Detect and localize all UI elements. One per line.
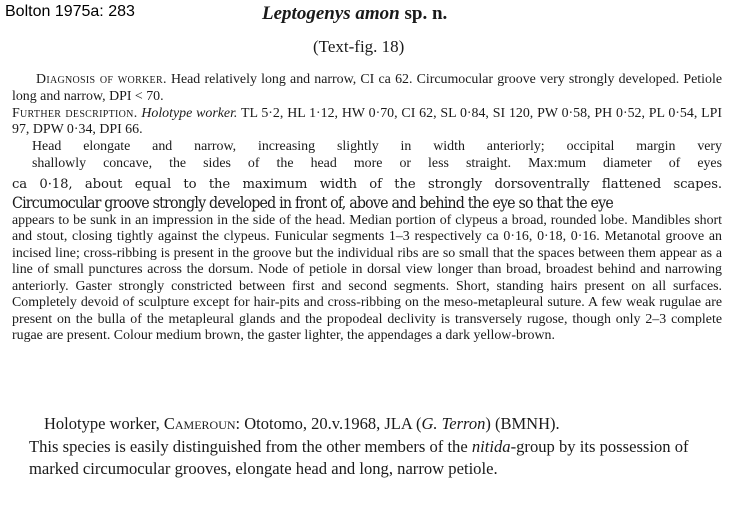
measurements-text: TL 5·2, HL 1·12, HW 0·70, CI 62, SL 0·84, SI 120, PW 0·58, PH 0·52, PL 0·54, LPI 97, DPW 0·34, DPI 66. <box>12 105 722 138</box>
description-line: shallowly concave, the sides of the head more or less straight. Max:mum diameter of eyes <box>32 155 722 171</box>
figure-reference: (Text-fig. 18) <box>313 37 405 56</box>
species-status: sp. n. <box>404 3 448 24</box>
comparison-after: -group by its possession of marked circumocular grooves, elongate head and long, narrow petiole. <box>29 437 689 478</box>
comparison-before: This species is easily distinguished from the other members of the <box>29 437 472 456</box>
species-name: Leptogenys amon <box>262 3 400 24</box>
description-paragraph <box>12 139 722 173</box>
holotype-collector: G. Terron <box>421 414 486 433</box>
species-group-name: nitida <box>471 437 511 456</box>
holotype-locality: : Ototomo, 20.v.1968, JLA ( <box>235 414 422 433</box>
description-continued: appears to be sunk in an impression in the side of the head. Median portion of clypeus a broad, rounded lobe. Mandibles short and stout, closing tightly against the clypeus. Funicular segments 1–3 respectively ca 0·16, 0·18, 0·16. Metanotal groove an incised line; cross-ribbing is present in the groove but the individual ribs are so small that the spaces between them appear as a line of small punctures across the dorsum. Node of petiole in dorsal view longer than broad, broadest behind and narrowing anteriorly. Gaster strongly constricted between first and second segments. Short, standing hairs present on all surfaces. Completely devoid of sculpture except for hair-pits and cross-ribbing on the meso-metapleural suture. A few weak rugulae are present on the bulla of the metapleural glands and the propodeal declivity is transversely rugose, though only 2–3 complete rugae are present. Colour medium brown, the gaster lighter, the appendages a dark yellow-brown. <box>12 212 722 344</box>
diagnosis-paragraph <box>12 72 722 106</box>
holotype-record <box>44 414 560 434</box>
further-description-heading: Further description. <box>12 105 138 121</box>
description-line: ca 0·18, about equal to the maximum width of the strongly dorsoventrally flattened scapes. <box>12 176 722 192</box>
holotype-country: Cameroun <box>163 414 236 433</box>
comparison-paragraph <box>29 436 717 479</box>
description-body <box>12 72 722 345</box>
description-line: Head elongate and narrow, increasing slightly in width anteriorly; occipital margin very <box>32 139 722 155</box>
holotype-label: Holotype worker. <box>141 105 238 121</box>
holotype-suffix: ) (BMNH). <box>485 414 560 433</box>
holotype-prefix: Holotype worker, <box>44 414 160 433</box>
citation: Bolton 1975a: 283 <box>5 3 135 20</box>
further-description-paragraph <box>12 106 722 140</box>
species-title <box>262 3 447 25</box>
diagnosis-heading: Diagnosis of worker. <box>36 72 167 87</box>
diagnosis-text: Head relatively long and narrow, CI ca 62. Circumocular groove very strongly developed. Petiole long and narrow, DPI < 70. <box>12 72 722 104</box>
description-line: Circumocular groove strongly developed in front of, above and behind the eye so that the eye <box>12 192 613 212</box>
description-enlarged-lines <box>12 176 722 213</box>
